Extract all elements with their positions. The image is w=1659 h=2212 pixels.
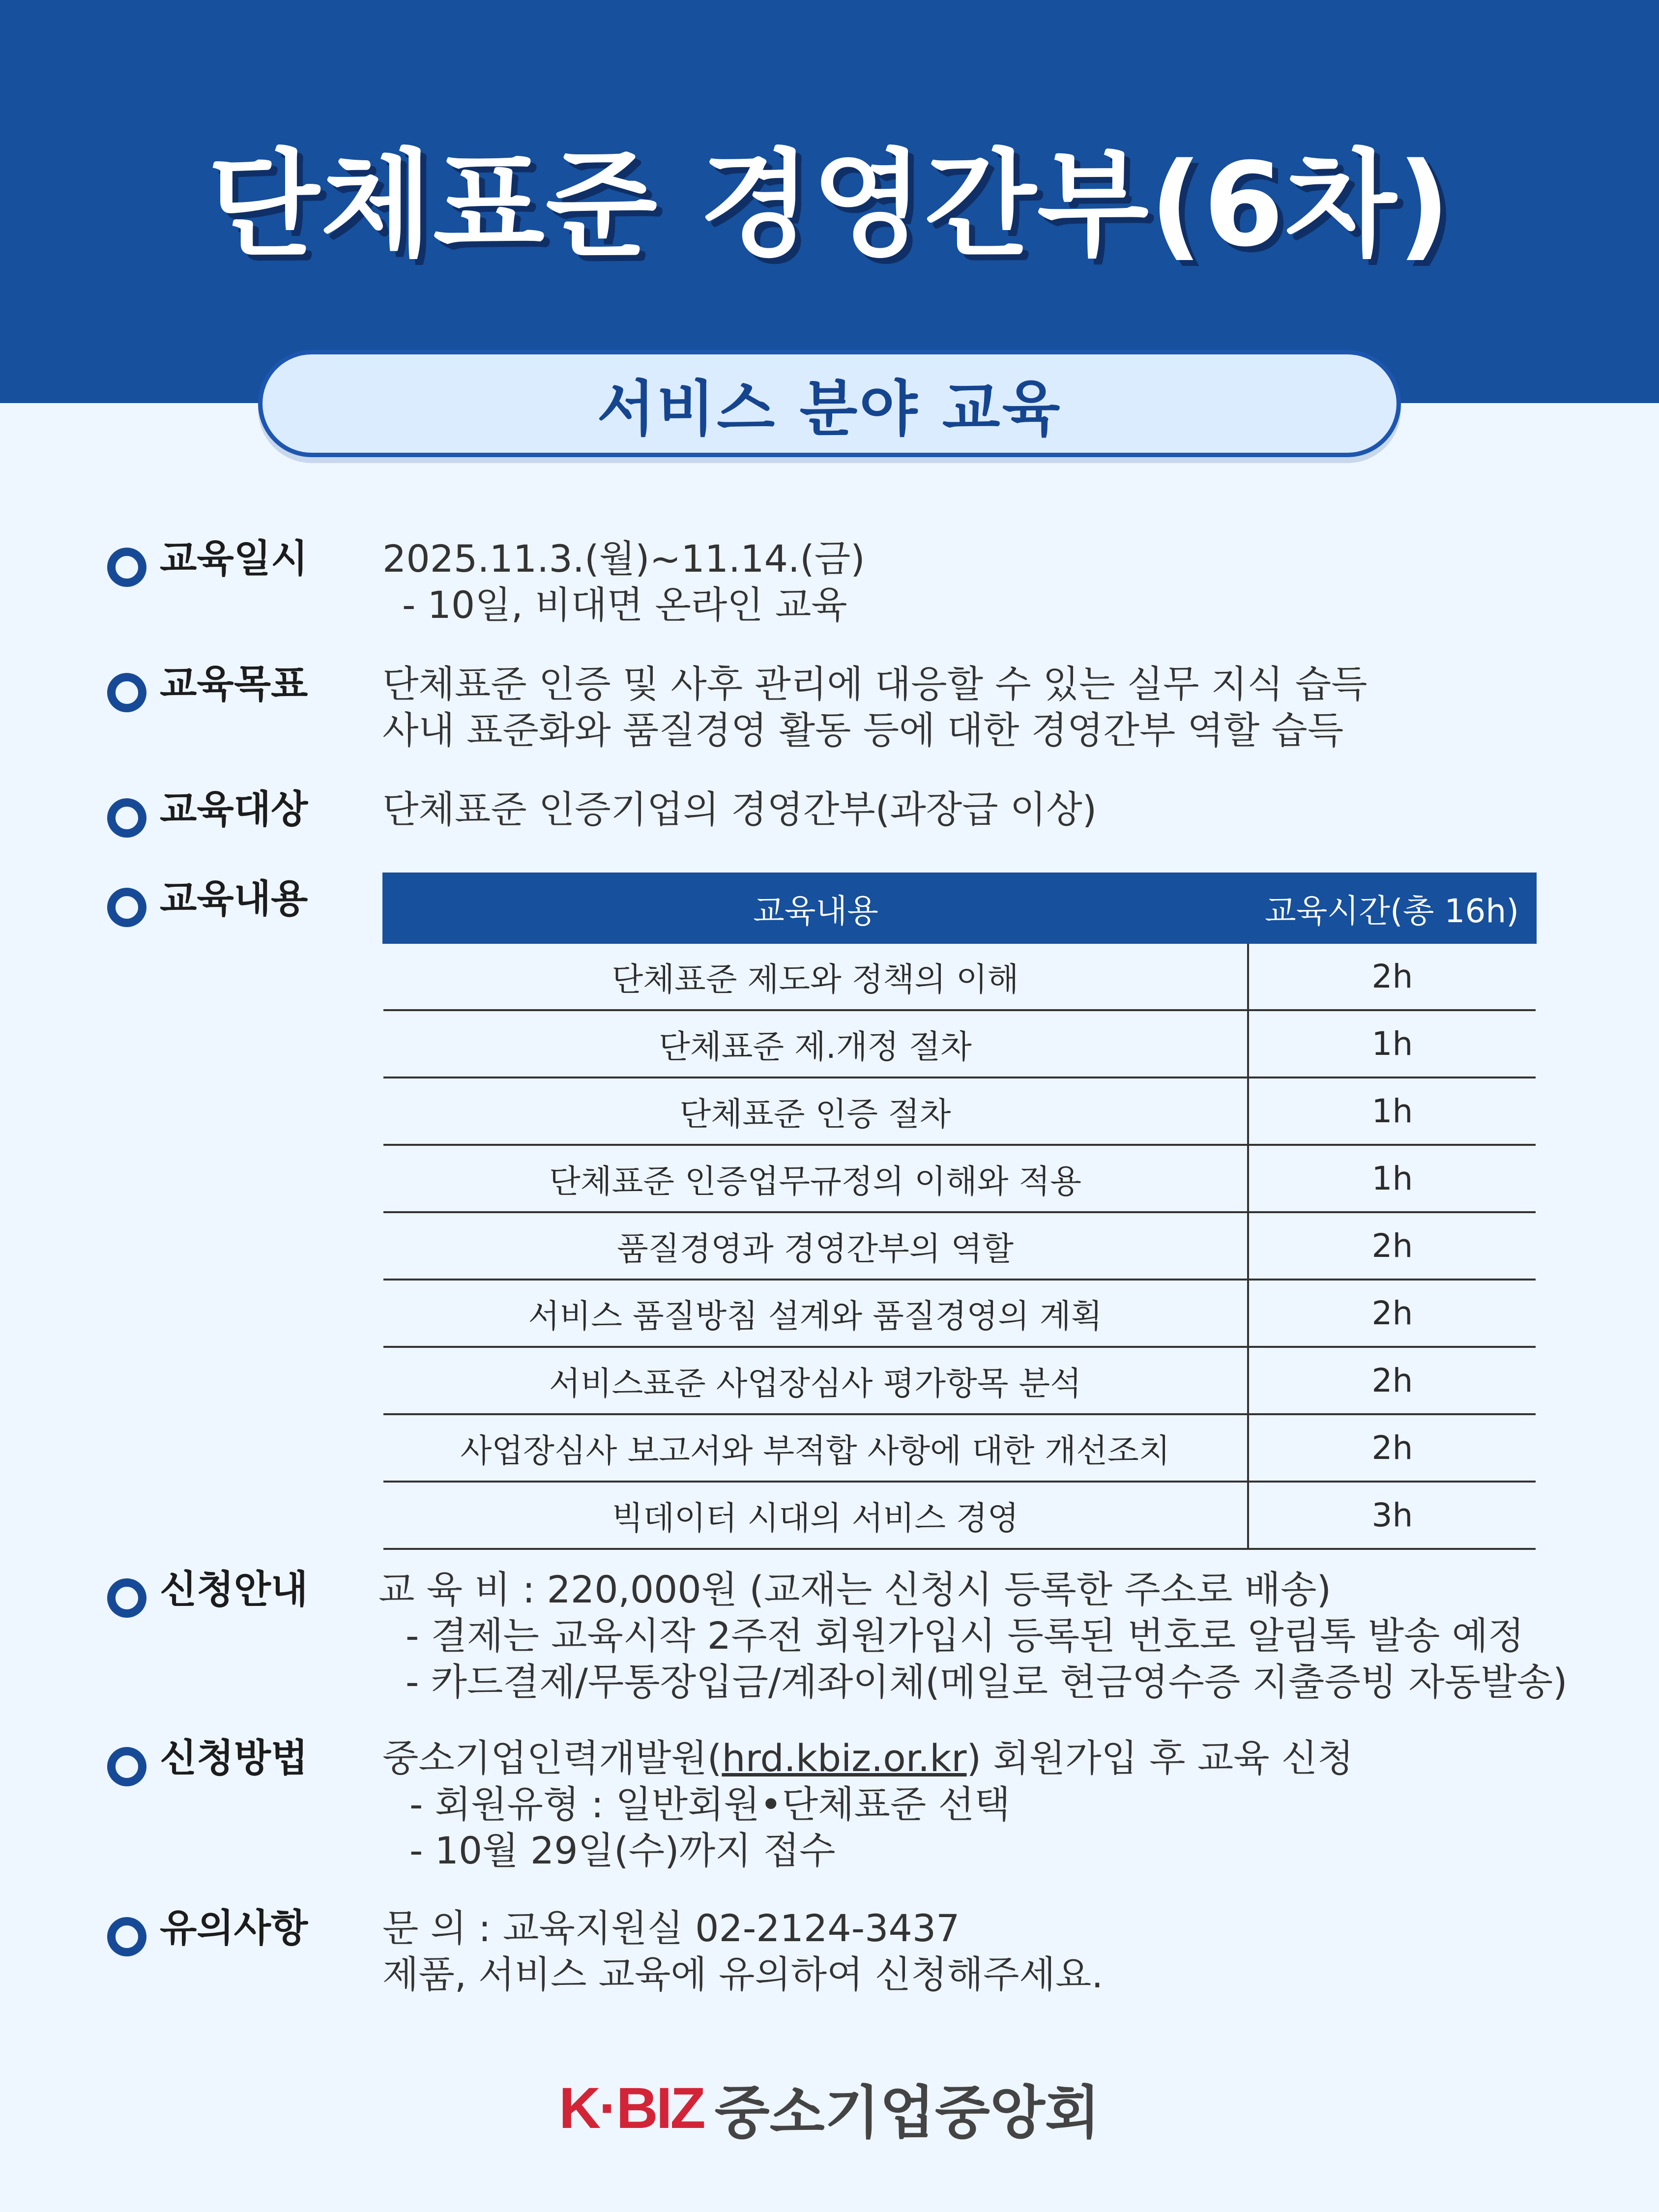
table-cell-topic: 사업장심사 보고서와 부적합 사항에 대한 개선조치 xyxy=(383,1414,1248,1482)
table-cell-hours: 2h xyxy=(1248,1347,1536,1414)
section-label: 교육일시 xyxy=(160,537,308,581)
hrd-site-link[interactable]: hrd.kbiz.or.kr xyxy=(722,1736,967,1780)
logo-mark: K·BIZ xyxy=(559,2075,704,2141)
table-header-hours: 교육시간(총 16h) xyxy=(1248,873,1536,943)
page-title: 단체표준 경영간부(6차) xyxy=(207,138,1452,272)
table-cell-topic: 빅데이터 시대의 서비스 경영 xyxy=(383,1482,1248,1549)
target-line: 단체표준 인증기업의 경영간부(과장급 이상) xyxy=(382,787,1097,831)
table-cell-hours: 3h xyxy=(1248,1482,1536,1549)
section-label: 유의사항 xyxy=(160,1906,308,1950)
table-cell-hours: 2h xyxy=(1248,1414,1536,1482)
method-prefix: 중소기업인력개발원( xyxy=(382,1736,722,1780)
table-row xyxy=(383,1077,1536,1145)
subtitle-text: 서비스 분야 교육 xyxy=(597,374,1062,444)
bullet-circle-icon xyxy=(107,1578,146,1618)
table-row xyxy=(383,1145,1536,1212)
table-row xyxy=(383,1010,1536,1077)
notice-line: 제품, 서비스 교육에 유의하여 신청해주세요. xyxy=(382,1952,1104,1996)
section-content xyxy=(378,1567,1568,1705)
member-type-line: - 회원유형 : 일반회원•단체표준 선택 xyxy=(409,1782,1011,1826)
bullet-circle-icon xyxy=(107,888,146,927)
table-header-topic: 교육내용 xyxy=(383,873,1248,943)
contact-line: 문 의 : 교육지원실 02-2124-3437 xyxy=(382,1906,960,1950)
section-label: 교육내용 xyxy=(160,877,308,921)
table-cell-topic: 품질경영과 경영간부의 역할 xyxy=(383,1212,1248,1280)
method-line xyxy=(382,1735,1536,1781)
table-row xyxy=(383,1482,1536,1549)
table-cell-topic: 단체표준 인증업무규정의 이해와 적용 xyxy=(383,1145,1248,1212)
table-cell-hours: 1h xyxy=(1248,1077,1536,1145)
bullet-circle-icon xyxy=(107,548,146,587)
deadline-line: - 10월 29일(수)까지 접수 xyxy=(409,1829,836,1872)
bullet-circle-icon xyxy=(107,1917,146,1956)
logo-name: 중소기업중앙회 xyxy=(714,2080,1100,2146)
table-cell-topic: 단체표준 인증 절차 xyxy=(383,1077,1248,1145)
section-content xyxy=(382,1905,1536,1998)
section-label: 신청방법 xyxy=(160,1736,308,1780)
payment-note: - 결제는 교육시작 2주전 회원가입시 등록된 번호로 알림톡 발송 예정 xyxy=(406,1614,1524,1658)
table-cell-hours: 2h xyxy=(1248,1212,1536,1280)
table-cell-hours: 1h xyxy=(1248,1010,1536,1077)
table-row xyxy=(383,1347,1536,1414)
table-row xyxy=(383,1212,1536,1280)
table-cell-topic: 서비스 품질방침 설계와 품질경영의 계획 xyxy=(383,1280,1248,1347)
kbiz-logo xyxy=(0,2067,1659,2149)
table-cell-hours: 2h xyxy=(1248,1280,1536,1347)
schedule-detail: - 10일, 비대면 온라인 교육 xyxy=(402,583,847,627)
table-header-row xyxy=(383,873,1536,943)
table-cell-hours: 1h xyxy=(1248,1145,1536,1212)
curriculum-table xyxy=(382,873,1537,1550)
table-cell-hours: 2h xyxy=(1248,943,1536,1010)
section-content xyxy=(382,786,1536,833)
goal-line: 사내 표준화와 품질경영 활동 등에 대한 경영간부 역할 습득 xyxy=(382,708,1344,752)
section-label: 신청안내 xyxy=(160,1568,308,1612)
section-content xyxy=(382,536,1536,628)
section-label: 교육대상 xyxy=(160,787,308,832)
goal-line: 단체표준 인증 및 사후 관리에 대응할 수 있는 실무 지식 습득 xyxy=(382,662,1368,706)
method-suffix: ) 회원가입 후 교육 신청 xyxy=(966,1736,1354,1780)
table-cell-topic: 단체표준 제.개정 절차 xyxy=(383,1010,1248,1077)
table-row xyxy=(383,943,1536,1010)
bullet-circle-icon xyxy=(107,673,146,712)
table-row xyxy=(383,1414,1536,1482)
section-content xyxy=(382,661,1536,754)
bullet-circle-icon xyxy=(107,798,146,838)
fee-line: 교 육 비 : 220,000원 (교재는 신청시 등록한 주소로 배송) xyxy=(378,1568,1332,1611)
section-content xyxy=(382,1735,1536,1874)
table-cell-topic: 단체표준 제도와 정책의 이해 xyxy=(383,943,1248,1010)
table-row xyxy=(383,1280,1536,1347)
table-cell-topic: 서비스표준 사업장심사 평가항목 분석 xyxy=(383,1347,1248,1414)
bullet-circle-icon xyxy=(107,1747,146,1786)
subtitle-banner xyxy=(258,350,1401,457)
schedule-date: 2025.11.3.(월)~11.14.(금) xyxy=(382,537,865,581)
section-label: 교육목표 xyxy=(160,662,308,706)
payment-methods: - 카드결제/무통장입금/계좌이체(메일로 현금영수증 지출증빙 자동발송) xyxy=(406,1660,1568,1704)
